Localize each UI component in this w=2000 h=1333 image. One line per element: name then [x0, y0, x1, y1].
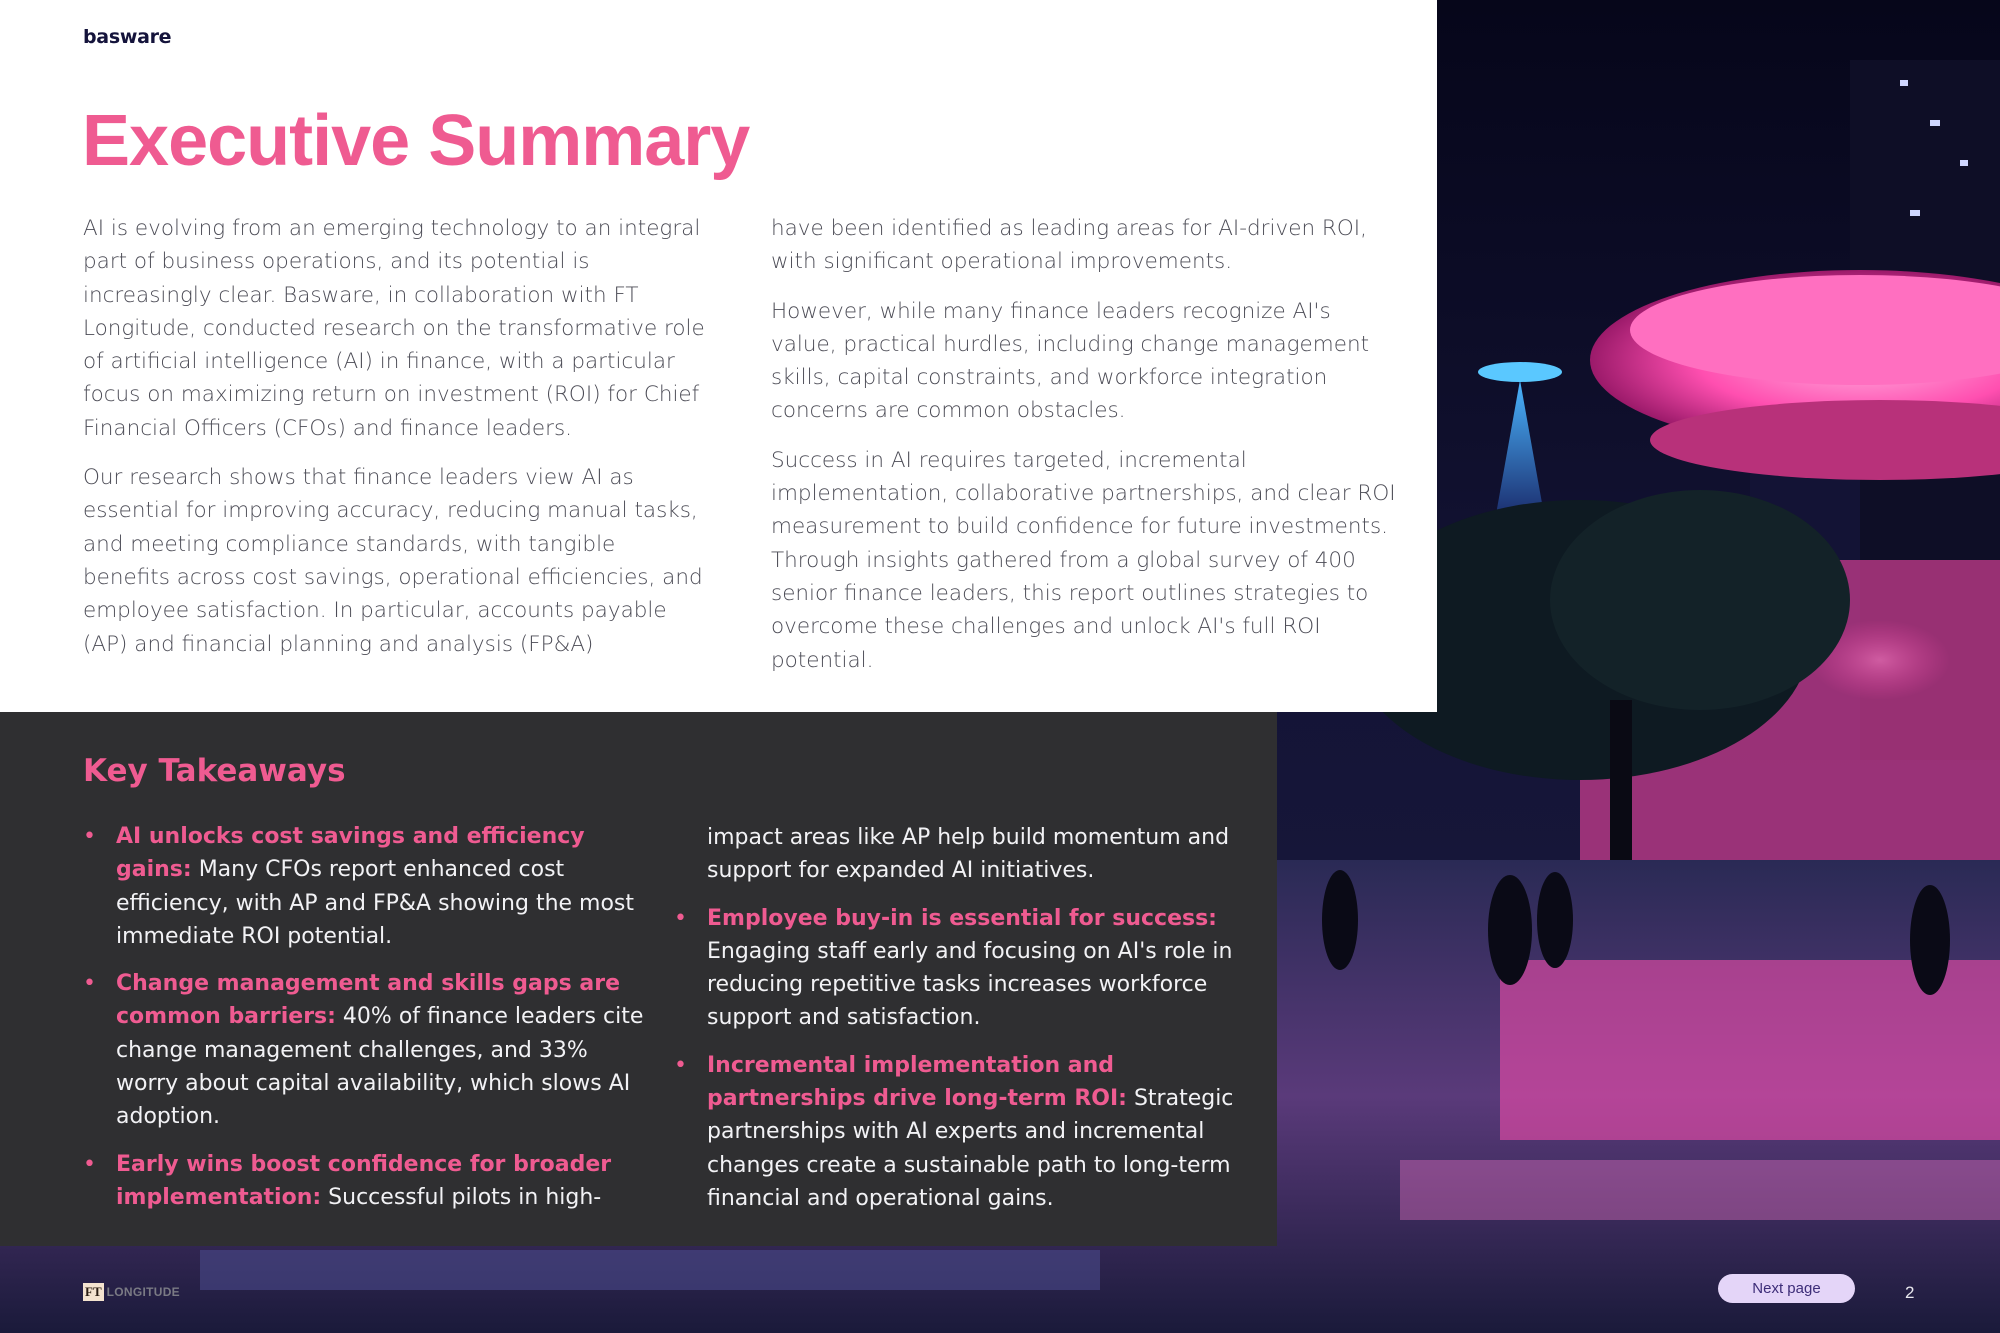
key-takeaways-title: Key Takeaways [83, 753, 346, 789]
ft-logo-text: LONGITUDE [106, 1285, 180, 1299]
takeaway-item [83, 1148, 648, 1215]
bullet-icon: • [83, 824, 96, 849]
takeaway-lead: Employee buy-in is essential for success: [707, 905, 1217, 931]
bullet-icon: • [674, 905, 687, 931]
takeaway-text: Engaging staff early and focusing on AI's role in reducing repetitive tasks increases workforce support and satisfaction. [707, 938, 1233, 1031]
summary-paragraph: Our research shows that finance leaders view AI as essential for improving accuracy, reducing manual tasks, and meeting compliance standards, with tangible benefits across cost savings, operational efficiencies, and employee satisfaction. In particular, accounts payable (AP) and financial planning and analysis (FP&A) [83, 465, 703, 657]
summary-column-right [771, 212, 1401, 693]
summary-paragraph: However, while many finance leaders recognize AI's value, practical hurdles, including change management skills, capital constraints, and workforce integration concerns are common obstacles. [771, 298, 1370, 424]
takeaway-item [83, 820, 648, 953]
summary-column-left [83, 212, 708, 677]
ft-longitude-logo [83, 1283, 180, 1301]
summary-paragraph: AI is evolving from an emerging technology to an integral part of business operations, and its potential is increasingly clear. Basware, in collaboration with FT Longitude, conducted research on the transformative role of artificial intelligence (AI) in finance, with a particular focus on maximizing return on investment (ROI) for Chief Financial Officers (CFOs) and finance leaders. [83, 216, 705, 441]
bullet-icon: • [674, 1052, 687, 1078]
takeaway-lead: AI unlocks cost savings and efficiency gains: [116, 824, 585, 883]
key-takeaways-list-right [674, 821, 1254, 1229]
takeaway-text: 40% of finance leaders cite change management challenges, and 33% worry about capital availability, which slows AI adoption. [116, 1004, 644, 1130]
basware-logo[interactable]: basware [83, 26, 172, 48]
next-page-button[interactable]: Next page [1718, 1274, 1855, 1303]
executive-summary-panel [0, 0, 1437, 712]
takeaway-text: Successful pilots in high- [321, 1184, 602, 1210]
key-takeaways-list-left [83, 820, 648, 1228]
summary-paragraph: have been identified as leading areas for AI-driven ROI, with significant operational improvements. [771, 216, 1367, 275]
key-takeaways-panel [0, 712, 1277, 1246]
takeaway-item [674, 902, 1254, 1035]
takeaway-lead: Early wins boost confidence for broader implementation: [116, 1151, 612, 1210]
takeaway-text: Many CFOs report enhanced cost efficiency, with AP and FP&A showing the most immediate ROI potential. [116, 857, 635, 949]
bullet-icon: • [83, 1151, 96, 1177]
takeaway-lead: Incremental implementation and partnerships drive long-term ROI: [707, 1052, 1127, 1112]
bullet-icon: • [83, 971, 96, 997]
page-title: Executive Summary [82, 101, 750, 181]
ft-mark: FT [85, 1284, 102, 1299]
takeaway-continuation: impact areas like AP help build momentum and support for expanded AI initiatives. [707, 825, 1230, 884]
takeaway-text: Strategic partnerships with AI experts and incremental changes create a sustainable path to long-term financial and operational gains. [707, 1086, 1234, 1211]
summary-paragraph: Success in AI requires targeted, incremental implementation, collaborative partnerships, and clear ROI measurement to build confidence for future investments. Through insights gathered from a global survey of 400 senior finance leaders, this report outlines strategies to overcome these challenges and unlock AI's full ROI potential. [771, 447, 1396, 673]
takeaway-lead: Change management and skills gaps are common barriers: [116, 971, 621, 1030]
page-number: 2 [1905, 1283, 1915, 1302]
takeaway-item [674, 1049, 1254, 1215]
takeaway-item [83, 967, 648, 1133]
